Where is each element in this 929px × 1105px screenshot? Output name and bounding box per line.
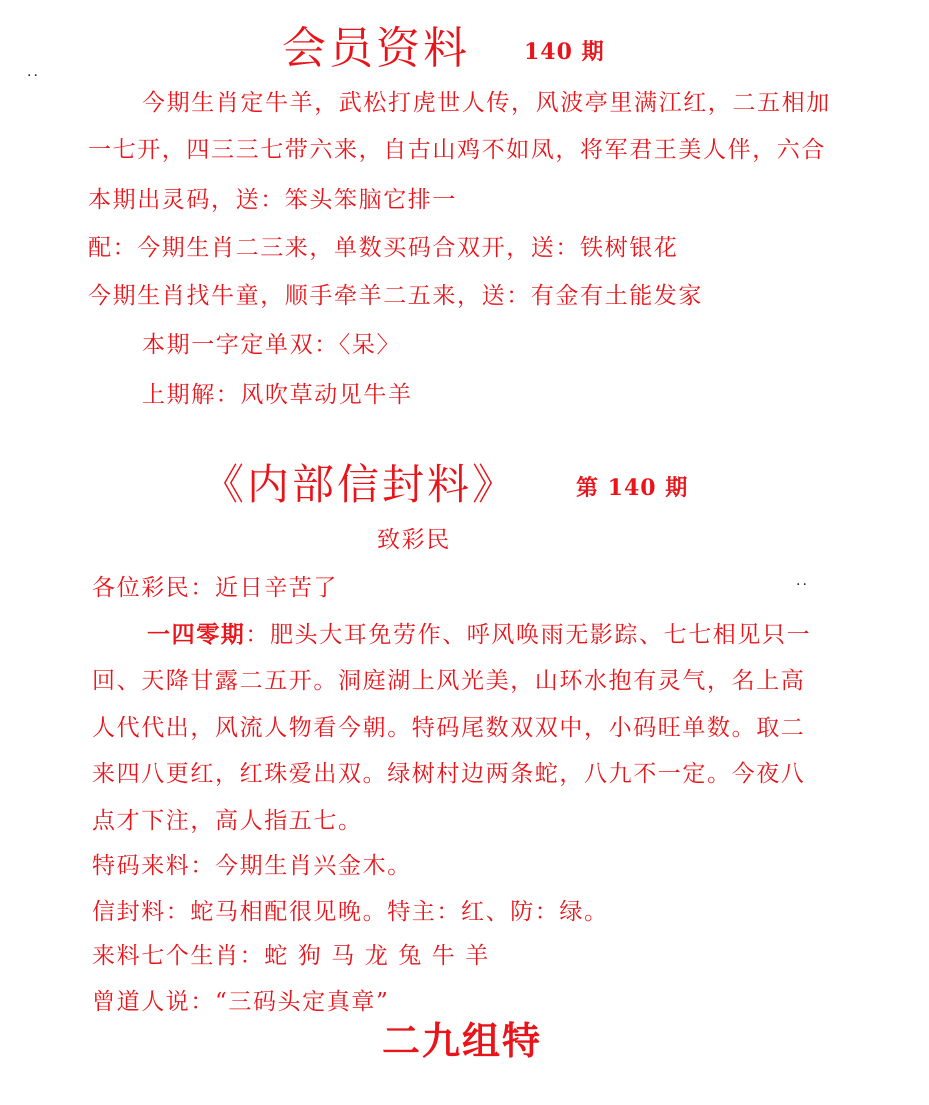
member-title: 会员资料: [282, 23, 470, 74]
stray-dots: ..: [796, 573, 809, 589]
member-line: 配：今期生肖二三来，单数买码合双开，送：铁树银花: [88, 235, 679, 261]
letter-title: 《内部信封料》: [202, 460, 518, 509]
letter-extra-line: 信封料：蛇马相配很见晚。特主：红、防：绿。: [92, 899, 609, 925]
letter-extra-line: 来料七个生肖：蛇 狗 马 龙 兔 牛 羊: [92, 943, 490, 969]
letter-extra-line: 特码来料：今期生肖兴金木。: [92, 853, 412, 879]
member-line: 本期出灵码，送：笨头笨脑它排一: [88, 187, 457, 213]
member-line: 本期一字定单双：〈呆〉: [142, 332, 402, 358]
member-issue: 140 期: [524, 39, 605, 65]
letter-body-line: 来四八更红，红珠爱出双。绿树村边两条蛇，八九不一定。今夜八: [92, 761, 806, 787]
letter-body-line: 回、天降甘露二五开。洞庭湖上风光美，山环水抱有灵气，名上高: [92, 668, 806, 694]
letter-subtitle: 致彩民: [377, 527, 451, 553]
letter-extra-line: 曾道人说：“三码头定真章”: [92, 989, 390, 1015]
member-line: 一七开，四三三七带六来，自古山鸡不如凤，将军君王美人伴，六合: [88, 137, 826, 163]
footer-title: 二九组特: [382, 1018, 543, 1063]
letter-body-first: [147, 616, 811, 649]
issue-intro: 一四零期: [147, 621, 246, 648]
letter-body-line: 人代代出，风流人物看今朝。特码尾数双双中，小码旺单数。取二: [92, 715, 806, 741]
letter-body-line: 点才下注，高人指五七。: [92, 808, 363, 834]
letter-greeting: 各位彩民：近日辛苦了: [92, 575, 338, 601]
letter-issue: 第 140 期: [576, 475, 689, 501]
member-line: 今期生肖定牛羊，武松打虎世人传，风波亭里满江红，二五相加: [142, 90, 831, 116]
stray-dots: ..: [27, 64, 40, 80]
member-line: 今期生肖找牛童，顺手牵羊二五来，送：有金有土能发家: [88, 283, 703, 309]
member-line: 上期解：风吹草动见牛羊: [142, 382, 413, 408]
letter-body-line: ：肥头大耳免劳作、呼风唤雨无影踪、七七相见只一: [245, 622, 812, 648]
